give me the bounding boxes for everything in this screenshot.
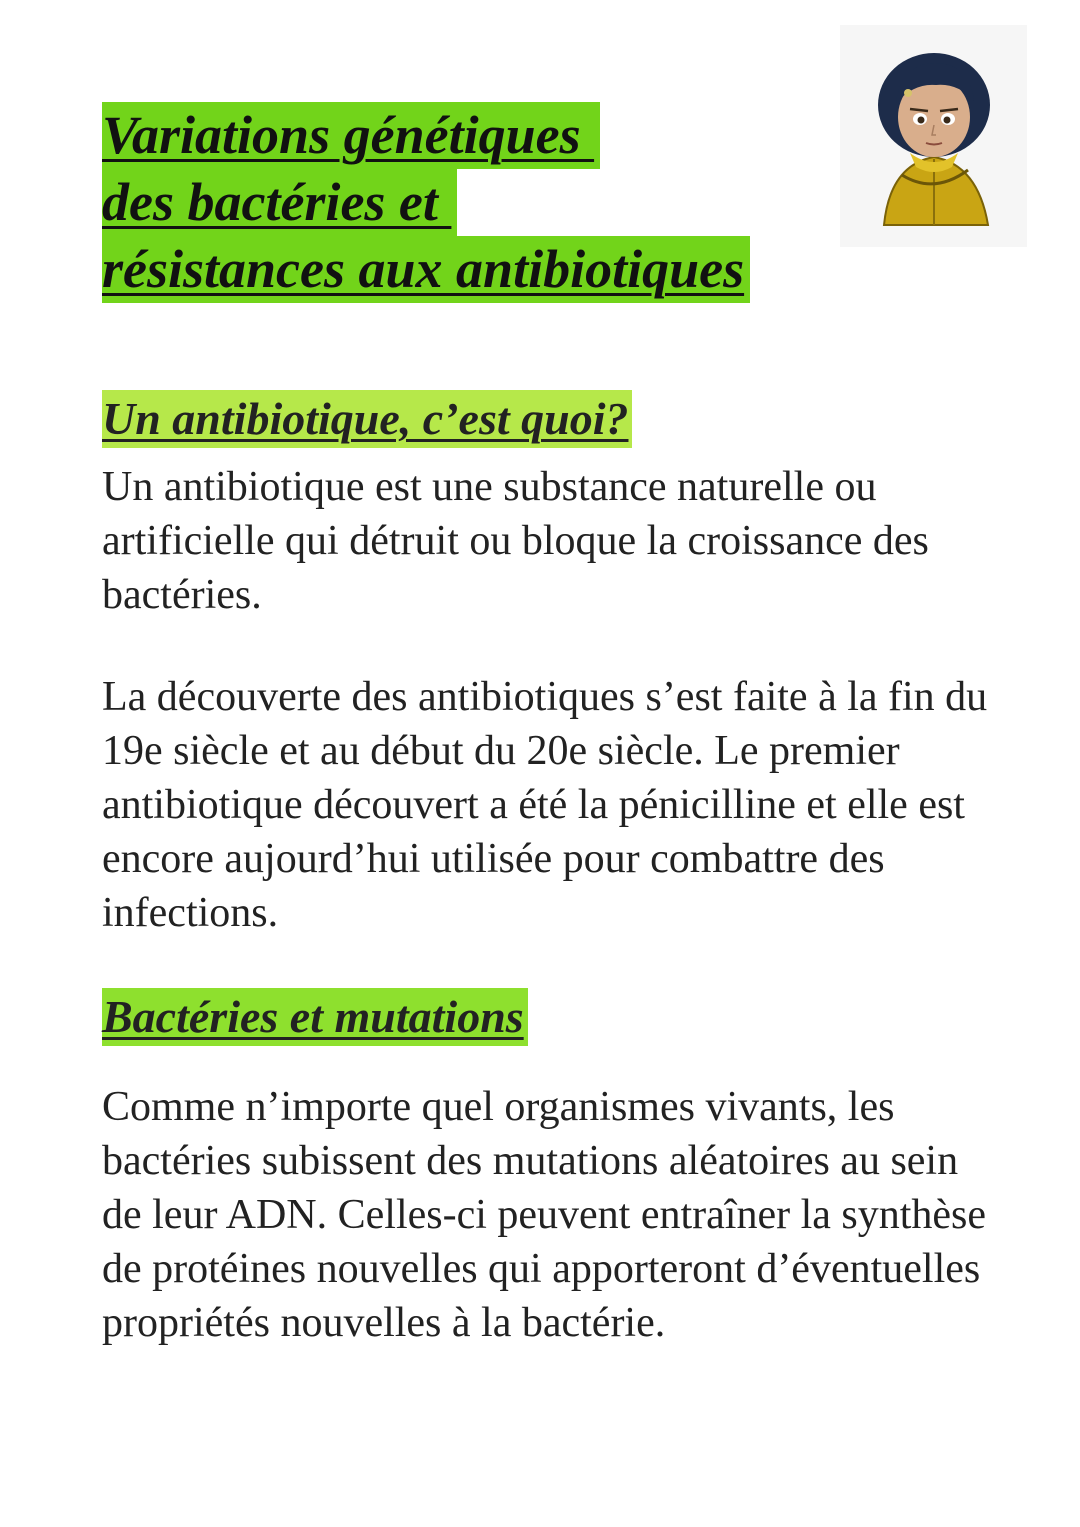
paragraph-definition: Un antibiotique est une substance naturelle ou artificielle qui détruit ou bloque la croissance des bactéries. xyxy=(102,464,929,618)
title-line-2: des bactéries et xyxy=(102,169,822,236)
section-heading-mutations: Bactéries et mutations xyxy=(102,988,528,1046)
cartoon-girl-yellow-raincoat-icon xyxy=(840,25,1027,247)
section-heading-antibiotique: Un antibiotique, c’est quoi? xyxy=(102,390,632,448)
document-title xyxy=(102,102,822,303)
paragraph-decouverte: La découverte des antibiotiques s’est faite à la fin du 19e siècle et au début du 20e siècle. Le premier antibiotique découvert a été la pénicilline et elle est encore aujourd’hui utilisée pour combattre des infections. xyxy=(102,674,988,936)
paragraph-mutations: Comme n’importe quel organismes vivants, les bactéries subissent des mutations aléatoires au sein de leur ADN. Celles-ci peuvent entraîner la synthèse de protéines nouvelles qui apporteront d’éventuelles propriétés nouvelles à la bactérie. xyxy=(102,1084,987,1346)
title-line-3: résistances aux antibiotiques xyxy=(102,236,822,303)
title-line-1: Variations génétiques xyxy=(102,102,822,169)
